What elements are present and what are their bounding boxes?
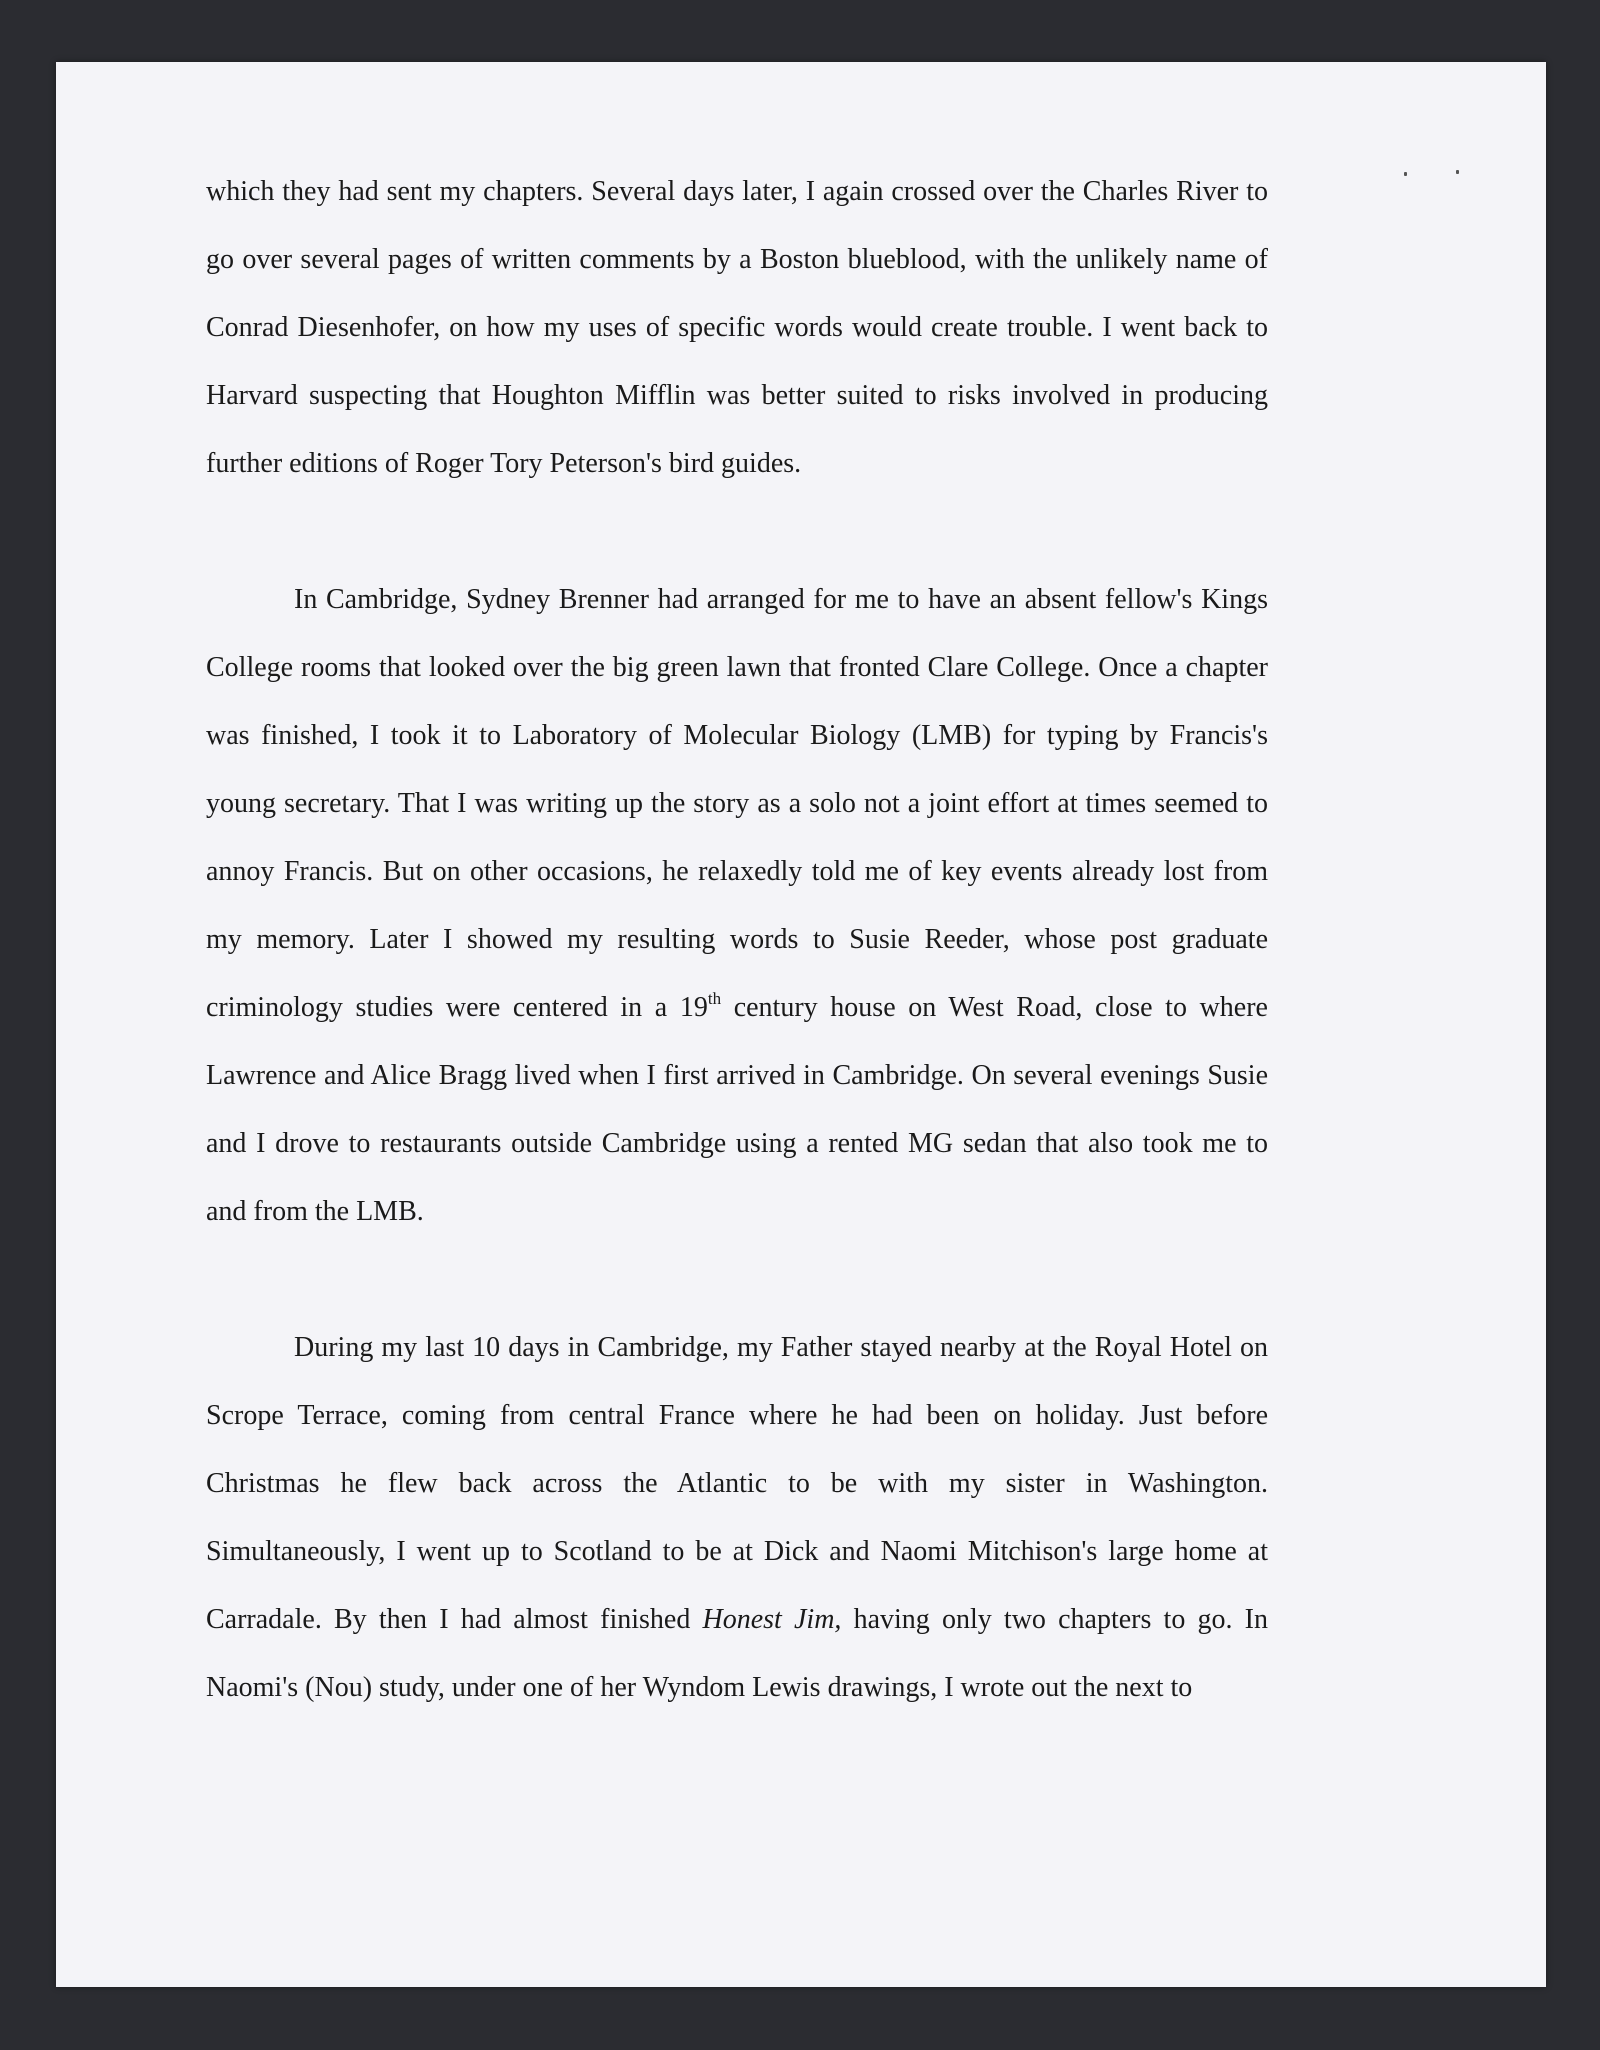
speck-mark	[1456, 170, 1459, 174]
paragraph-1	[206, 158, 1268, 498]
document-text	[206, 158, 1268, 1722]
paragraph-3	[206, 1314, 1268, 1722]
book-title-italic: Honest Jim,	[702, 1604, 842, 1635]
paragraph-2-text-part-2: century house on West Road, close to where Lawrence and Alice Bragg lived when I first arrived in Cambridge. On several evenings Susie and I drove to restaurants outside Cambridge using a rented MG sedan that also took me to and from the LMB.	[206, 992, 1268, 1227]
superscript-th: th	[707, 989, 722, 1008]
page-specks	[1404, 170, 1464, 180]
paragraph-1-text: which they had sent my chapters. Several days later, I again crossed over the Charles River to go over several pages of written comments by a Boston blueblood, with the unlikely name of Conrad Diesenhofer, on how my uses of specific words would create trouble. I went back to Harvard suspecting that Houghton Mifflin was better suited to risks involved in producing further editions of Roger Tory Peterson's bird guides.	[206, 176, 1268, 479]
paragraph-2-text-part-1: In Cambridge, Sydney Brenner had arranged for me to have an absent fellow's Kings College rooms that looked over the big green lawn that fronted Clare College. Once a chapter was finished, I took it to Laboratory of Molecular Biology (LMB) for typing by Francis's young secretary. That I was writing up the story as a solo not a joint effort at times seemed to annoy Francis. But on other occasions, he relaxedly told me of key events already lost from my memory. Later I showed my resulting words to Susie Reeder, whose post graduate criminology studies were centered in a 19	[206, 584, 1268, 1023]
speck-mark	[1404, 172, 1407, 176]
paragraph-2	[206, 566, 1268, 1246]
paragraph-3-text-part-2: having only two chapters to go. In Naomi's (Nou) study, under one of her Wyndom Lewis drawings, I wrote out the next to	[206, 1604, 1268, 1703]
paragraph-3-text-part-1: During my last 10 days in Cambridge, my Father stayed nearby at the Royal Hotel on Scrope Terrace, coming from central France where he had been on holiday. Just before Christmas he flew back across the Atlantic to be with my sister in Washington. Simultaneously, I went up to Scotland to be at Dick and Naomi Mitchison's large home at Carradale. By then I had almost finished	[206, 1332, 1268, 1635]
